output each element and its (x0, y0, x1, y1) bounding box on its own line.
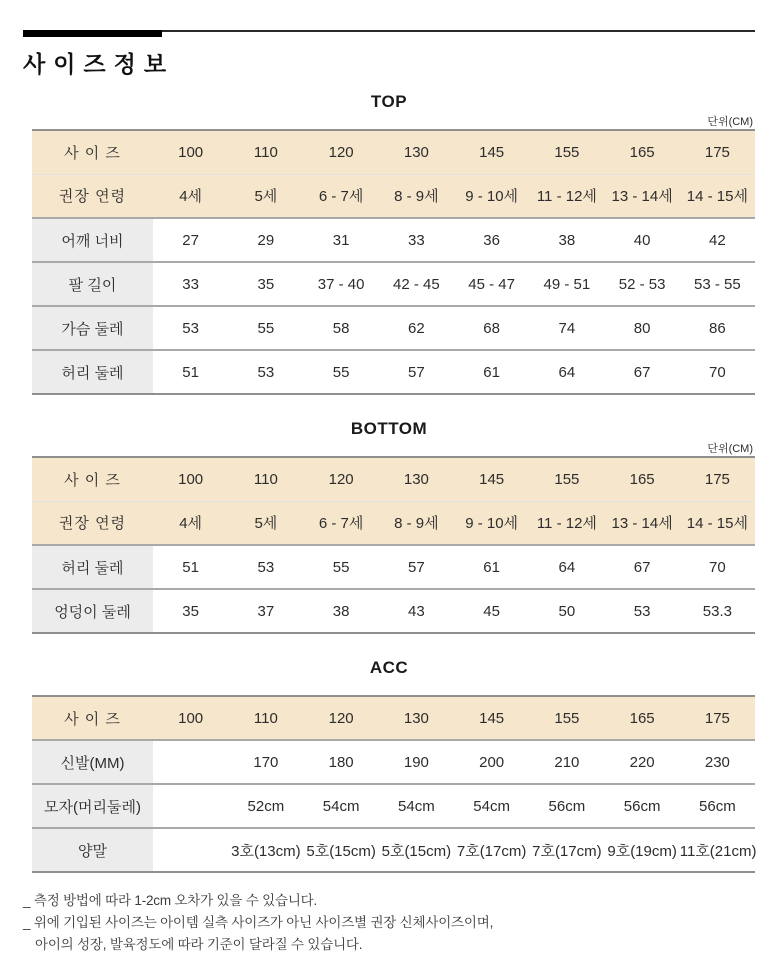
cell-value: 120 (304, 130, 379, 174)
cell-value: 145 (454, 696, 529, 740)
cell-value: 145 (454, 457, 529, 501)
cell-value: 64 (558, 363, 576, 381)
footnote-line: 아이의 성장, 발육정도에 따라 기준이 달라질 수 있습니다. (35, 937, 363, 952)
cell-value: 56cm (548, 797, 586, 815)
cell-value: 57 (408, 558, 425, 576)
cell-value: 45 - 47 (468, 275, 515, 293)
table-row (32, 828, 755, 872)
cell-value: 165 (605, 130, 680, 174)
cell-value: 220 (629, 753, 655, 771)
unit-label-acc (23, 679, 755, 695)
cell-value: 68 (483, 319, 500, 337)
table-row (32, 696, 755, 740)
cell-value: 210 (554, 753, 580, 771)
footnote-line: _ 위에 기입된 사이즈는 아이템 실측 사이즈가 아닌 사이즈별 권장 신체사이즈이며, (23, 915, 494, 930)
cell-value: 35 (182, 602, 199, 620)
cell-value: 42 (709, 231, 726, 249)
cell-value: 200 (479, 753, 505, 771)
cell-value: 70 (709, 363, 726, 381)
cell-value: 56cm (699, 797, 736, 815)
cell-value: 130 (379, 130, 454, 174)
cell-value: 175 (680, 457, 755, 501)
cell-value: 13 - 14세 (605, 501, 680, 545)
cell-value: 155 (529, 696, 604, 740)
cell-value: 8 - 9세 (379, 174, 454, 218)
cell-value: 51 (182, 558, 199, 576)
table-row (32, 306, 755, 350)
cell-value: 165 (605, 696, 680, 740)
cell-value: 145 (454, 130, 529, 174)
cell-value: 9호(19cm) (607, 842, 677, 860)
table-wrap-top (32, 129, 755, 395)
cell-value: 180 (328, 753, 354, 771)
cell-value (153, 828, 228, 872)
cell-value: 5호(15cm) (306, 842, 376, 860)
size-table-top (32, 129, 755, 395)
cell-value: 4세 (153, 174, 228, 218)
cell-value: 53 (182, 319, 199, 337)
cell-value: 8 - 9세 (379, 501, 454, 545)
cell-value: 40 (633, 231, 651, 249)
row-label: 어깨 너비 (32, 218, 153, 262)
table-row (32, 501, 755, 545)
cell-value: 55 (332, 558, 350, 576)
table-row (32, 545, 755, 589)
row-label: 권장 연령 (32, 174, 153, 218)
cell-value: 5호(15cm) (381, 842, 452, 860)
cell-value: 3호(13cm) (231, 842, 301, 860)
cell-value: 55 (257, 319, 275, 337)
cell-value: 13 - 14세 (605, 174, 680, 218)
cell-value: 4세 (153, 501, 228, 545)
cell-value: 100 (153, 130, 228, 174)
table-row (32, 218, 755, 262)
cell-value: 54cm (322, 797, 360, 815)
cell-value: 37 - 40 (317, 275, 365, 293)
cell-value: 14 - 15세 (680, 174, 755, 218)
cell-value: 70 (709, 558, 726, 576)
cell-value: 130 (379, 457, 454, 501)
table-wrap-acc (32, 695, 755, 873)
cell-value: 170 (253, 753, 279, 771)
cell-value: 120 (304, 696, 379, 740)
table-row (32, 174, 755, 218)
cell-value: 155 (529, 457, 604, 501)
footnotes (23, 890, 755, 956)
row-label: 사 이 즈 (32, 457, 153, 501)
cell-value: 7호(17cm) (456, 842, 527, 860)
cell-value: 37 (257, 602, 275, 620)
table-row (32, 784, 755, 828)
row-label: 양말 (32, 828, 153, 872)
cell-value: 6 - 7세 (304, 501, 379, 545)
cell-value: 54cm (473, 797, 510, 815)
table-wrap-bottom (32, 456, 755, 634)
row-label: 허리 둘레 (32, 545, 153, 589)
cell-value: 62 (408, 319, 425, 337)
cell-value: 110 (228, 696, 303, 740)
cell-value: 50 (558, 602, 576, 620)
table-row (32, 130, 755, 174)
cell-value: 53 - 55 (694, 275, 741, 293)
cell-value: 33 (408, 231, 425, 249)
cell-value: 58 (332, 319, 350, 337)
cell-value: 5세 (228, 501, 303, 545)
table-row (32, 457, 755, 501)
cell-value: 51 (182, 363, 199, 381)
cell-value: 11호(21cm) (679, 842, 757, 860)
cell-value: 52cm (247, 797, 285, 815)
row-label: 엉덩이 둘레 (32, 589, 153, 633)
cell-value: 45 (483, 602, 500, 620)
section-acc (23, 658, 755, 873)
cell-value: 53 (257, 363, 275, 381)
table-row (32, 740, 755, 784)
row-label: 권장 연령 (32, 501, 153, 545)
row-label: 가슴 둘레 (32, 306, 153, 350)
cell-value: 36 (483, 231, 500, 249)
cell-value: 31 (332, 231, 350, 249)
cell-value: 190 (403, 753, 429, 771)
cell-value: 110 (228, 130, 303, 174)
cell-value: 11 - 12세 (529, 501, 604, 545)
row-label: 신발(MM) (32, 740, 153, 784)
footnote-line: _ 측정 방법에 따라 1-2cm 오차가 있을 수 있습니다. (23, 893, 318, 908)
cell-value: 9 - 10세 (454, 174, 529, 218)
cell-value: 38 (558, 231, 576, 249)
cell-value: 110 (228, 457, 303, 501)
cell-value: 80 (633, 319, 651, 337)
section-title-top: TOP (370, 92, 408, 111)
section-title-acc: ACC (369, 658, 409, 677)
header-rule (23, 30, 755, 37)
cell-value: 6 - 7세 (304, 174, 379, 218)
cell-value: 14 - 15세 (680, 501, 755, 545)
cell-value: 11 - 12세 (529, 174, 604, 218)
cell-value: 64 (558, 558, 576, 576)
section-title-bottom: BOTTOM (350, 419, 428, 438)
unit-label-top: 단위(CM) (707, 116, 753, 128)
row-label: 허리 둘레 (32, 350, 153, 394)
cell-value: 175 (680, 130, 755, 174)
cell-value: 53 (633, 602, 651, 620)
table-row (32, 262, 755, 306)
cell-value: 49 - 51 (543, 275, 591, 293)
cell-value: 43 (408, 602, 425, 620)
cell-value (153, 784, 228, 828)
cell-value: 27 (182, 231, 199, 249)
cell-value: 100 (153, 457, 228, 501)
row-label: 모자(머리둘레) (32, 784, 153, 828)
page-title: 사이즈정보 (23, 51, 175, 77)
cell-value: 35 (257, 275, 275, 293)
header-rule-thick-bar (23, 30, 162, 37)
cell-value: 33 (182, 275, 199, 293)
cell-value: 67 (633, 558, 651, 576)
cell-value: 56cm (623, 797, 661, 815)
cell-value: 155 (529, 130, 604, 174)
size-table-acc (32, 695, 755, 873)
cell-value: 5세 (228, 174, 303, 218)
cell-value: 53 (257, 558, 275, 576)
cell-value: 67 (633, 363, 651, 381)
cell-value: 54cm (398, 797, 435, 815)
cell-value: 52 - 53 (618, 275, 666, 293)
cell-value: 42 - 45 (393, 275, 440, 293)
cell-value: 53.3 (702, 602, 732, 620)
unit-label-bottom: 단위(CM) (707, 443, 753, 455)
cell-value: 57 (408, 363, 425, 381)
cell-value: 230 (704, 753, 730, 771)
cell-value: 100 (153, 696, 228, 740)
cell-value: 61 (483, 363, 500, 381)
cell-value: 130 (379, 696, 454, 740)
cell-value: 120 (304, 457, 379, 501)
cell-value: 55 (332, 363, 350, 381)
table-row (32, 589, 755, 633)
cell-value: 9 - 10세 (454, 501, 529, 545)
section-top (23, 92, 755, 395)
row-label: 팔 길이 (32, 262, 153, 306)
row-label: 사 이 즈 (32, 696, 153, 740)
cell-value: 38 (332, 602, 350, 620)
cell-value: 61 (483, 558, 500, 576)
cell-value: 175 (680, 696, 755, 740)
size-table-bottom (32, 456, 755, 634)
cell-value: 29 (257, 231, 275, 249)
section-bottom (23, 419, 755, 634)
row-label: 사 이 즈 (32, 130, 153, 174)
cell-value: 165 (605, 457, 680, 501)
cell-value (153, 740, 228, 784)
cell-value: 7호(17cm) (532, 842, 602, 860)
cell-value: 86 (709, 319, 726, 337)
table-row (32, 350, 755, 394)
cell-value: 74 (558, 319, 576, 337)
